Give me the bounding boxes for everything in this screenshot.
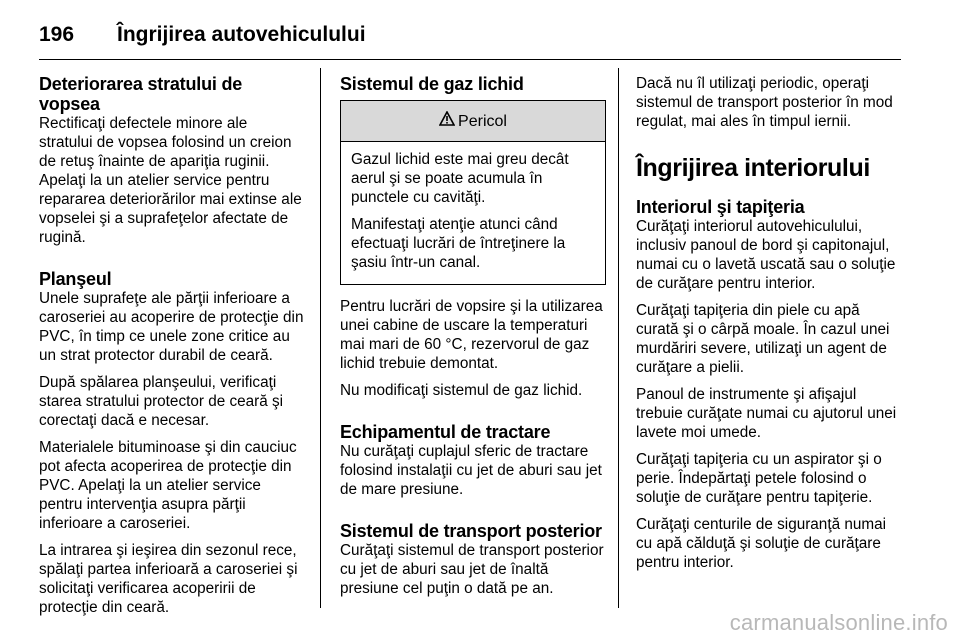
paragraph: La intrarea şi ieşirea din sezonul rece, spălaţi partea inferioară a caroseriei şi solicitaţi verificarea acoperirii de protecţie din ceară. <box>39 542 298 616</box>
paragraph: Nu curăţaţi cuplajul sferic de tractare folosind instalaţii cu jet de aburi sau jet de mare presiune. <box>340 443 602 498</box>
paragraph: Curăţaţi tapiţeria din piele cu apă curată şi o cârpă moale. În cazul unei murdăriri severe, utilizaţi un agent de curăţare a pielii. <box>636 302 890 376</box>
warning-header <box>341 101 605 142</box>
warning-box <box>340 100 606 285</box>
section-heading-rear-carrier: Sistemul de transport posterior <box>340 521 602 541</box>
header-divider <box>39 59 901 60</box>
column-1 <box>39 74 305 625</box>
page-header <box>39 16 901 54</box>
section-heading-upholstery: Interiorul şi tapiţeria <box>636 197 805 217</box>
section-heading-floor: Planşeul <box>39 269 112 289</box>
paragraph: Pentru lucrări de vopsire şi la utilizarea unei cabine de uscare la temperaturi mai mari de 60 °C, rezervorul de gaz lichid trebuie demontat. <box>340 298 603 372</box>
paragraph: Rectificaţi defectele minore ale stratului de vopsea folosind un creion de retuş înainte de apariţia ruginii. Apelaţi la un atelier service pentru repararea deteriorărilor mai extinse ale vopselei şi a suprafeţelor afectate de rugină. <box>39 115 302 246</box>
warning-triangle-icon <box>439 111 455 131</box>
paragraph: Curăţaţi sistemul de transport posterior cu jet de aburi sau jet de înaltă presiune cel puţin o dată pe an. <box>340 542 604 597</box>
paragraph: Curăţaţi tapiţeria cu un aspirator şi o perie. Îndepărtaţi petele folosind o soluţie de curăţare pentru tapiţerie. <box>636 451 882 506</box>
column-divider-2 <box>618 68 619 608</box>
warning-title: Pericol <box>458 112 507 130</box>
page-number: 196 <box>39 23 75 46</box>
paragraph: Materialele bituminoase şi din cauciuc pot afecta acoperirea de protecţie din PVC. Apelaţi la un atelier service pentru intervenţia asupra părţii inferioare a caroseriei. <box>39 439 297 532</box>
column-2 <box>340 74 606 606</box>
section-heading-paint: Deteriorarea stratului de vopsea <box>39 74 243 114</box>
watermark: carmanualsonline.info <box>729 610 948 635</box>
warning-body <box>341 142 605 284</box>
column-divider-1 <box>320 68 321 608</box>
paragraph: Dacă nu îl utilizaţi periodic, operaţi sistemul de transport posterior în mod regulat, mai ales în timpul iernii. <box>636 75 893 130</box>
paragraph: După spălarea planşeului, verificaţi starea stratului protector de ceară şi corectaţi dacă e necesar. <box>39 374 284 429</box>
paragraph: Unele suprafeţe ale părţii inferioare a caroseriei au acoperire de protecţie din PVC, în timp ce unele zone critice au un strat protector durabil de ceară. <box>39 290 304 364</box>
section-heading-gas: Sistemul de gaz lichid <box>340 74 524 94</box>
paragraph: Panoul de instrumente şi afişajul trebuie curăţate numai cu ajutorul unei lavete moi umede. <box>636 386 897 441</box>
section-heading-towing: Echipamentul de tractare <box>340 422 551 442</box>
chapter-title: Îngrijirea autovehiculului <box>117 23 366 46</box>
paragraph: Nu modificaţi sistemul de gaz lichid. <box>340 382 583 399</box>
paragraph: Curăţaţi interiorul autovehiculului, inclusiv panoul de bord şi capitonajul, numai cu o lavetă uscată sau o soluţie de curăţare pentru interior. <box>636 218 896 292</box>
warning-text: Gazul lichid este mai greu decât aerul şi se poate acumula în punctele cu cavităţi. <box>351 151 569 206</box>
chapter-heading-interior: Îngrijirea interiorului <box>636 154 870 182</box>
paragraph: Curăţaţi centurile de siguranţă numai cu apă călduţă şi soluţie de curăţare pentru interior. <box>636 516 886 571</box>
column-3 <box>636 74 902 580</box>
warning-text: Manifestaţi atenţie atunci când efectuaţi lucrări de întreţinere la şasiu într-un canal. <box>351 216 566 271</box>
